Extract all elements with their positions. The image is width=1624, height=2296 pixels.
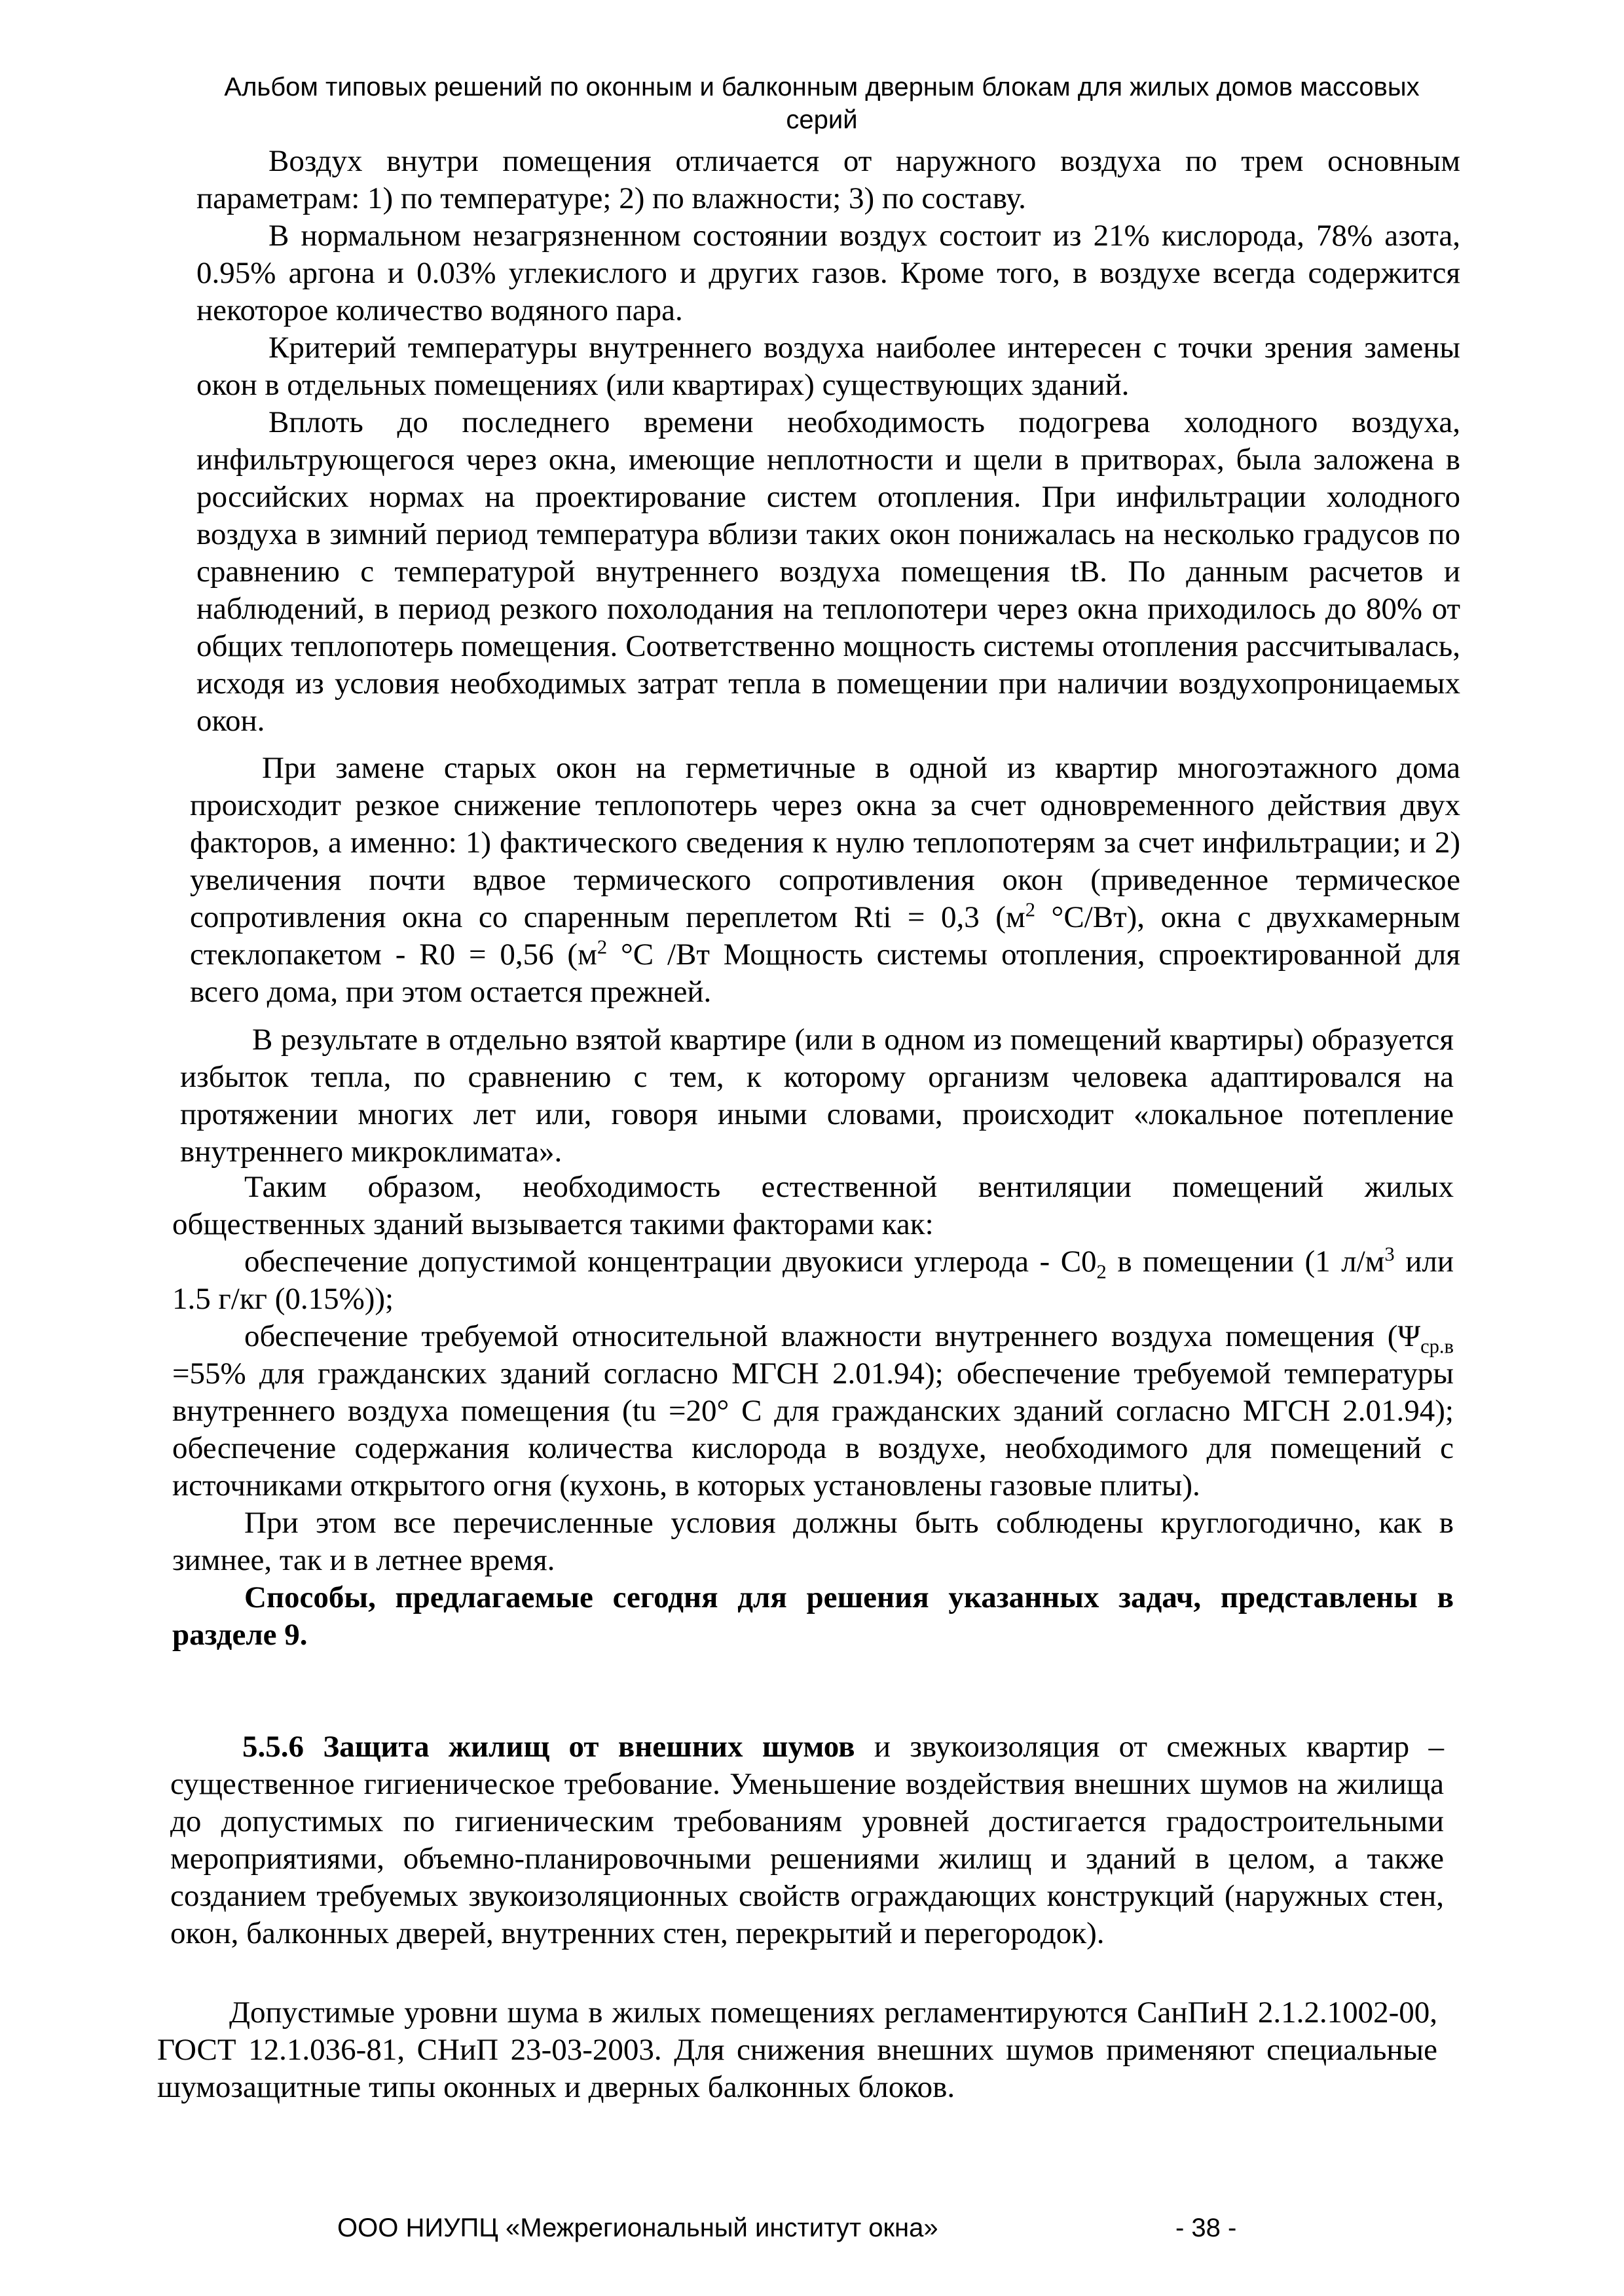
paragraph-air-composition: В нормальном незагрязненном состоянии воздух состоит из 21% кислорода, 78% азота, 0.95% аргона и 0.03% углекислого и других газов. Кроме того, в воздухе всегда содержится некоторое количество водяного пара. [196,219,1460,327]
text-block-window-replacement [190,750,1460,1011]
superscript-m3: 3 [1384,1243,1395,1266]
paragraph-humidity-part2: =55% для гражданских зданий согласно МГСН 2.01.94); обеспечение требуемой температуры внутреннего воздуха помещения (tu =20° С для гражданских зданий согласно МГСН 2.01.94); обеспечение содержания количества кислорода в воздухе, необходимого для помещений с источниками открытого огня (кухонь, в которых установлены газовые плиты). [172,1357,1454,1503]
paragraph-temperature-criterion: Критерий температуры внутреннего воздуха наиболее интересен с точки зрения замены окон в отдельных помещениях (или квартирах) существующих зданий. [196,331,1460,402]
paragraph-window-replacement-part2: °С/Вт), окна с двухкамерным стеклопакетом - R0 = 0,56 (м [190,900,1460,972]
subscript-psi: ср.в [1420,1335,1454,1358]
paragraph-noise-levels: Допустимые уровни шума в жилых помещениях регламентируются СанПиН 2.1.2.1002-00, ГОСТ 12.1.036-81, СНиП 23-03-2003. Для снижения внешних шумов применяют специальные шумозащитные типы оконных и дверных балконных блоков. [157,1995,1437,2104]
paragraph-noise-protection [170,1728,1444,1952]
paragraph-noise-rest: и звукоизоляция от смежных квартир – существенное гигиеническое требование. Уменьшение воздействия внешних шумов на жилища до допустимых по гигиеническим требованиям уровней достигается градостроительными мероприятиями, объемно-планировочными решениями жилищ и зданий в целом, а также созданием требуемых звукоизоляционных свойств ограждающих конструкций (наружных стен, окон, балконных дверей, внутренних стен, перекрытий и перегородок). [170,1730,1445,1950]
footer-page-number: - 38 - [1175,2214,1237,2242]
paragraph-co2-part3: или 1.5 г/кг (0.15%)); [172,1245,1454,1316]
paragraph-co2-part2: в помещении (1 л/м [1106,1245,1385,1279]
paragraph-air-parameters: Воздух внутри помещения отличается от наружного воздуха по трем основным параметрам: 1) по температуре; 2) по влажности; 3) по составу. [196,144,1460,215]
text-block-air [196,143,1460,740]
paragraph-humidity-temperature [172,1318,1454,1504]
header-title-line1: Альбом типовых решений по оконным и балконным дверным блокам для жилых домов массовых [224,73,1420,101]
paragraph-co2-part1: обеспечение допустимой концентрации двуокиси углерода - С0 [244,1245,1097,1279]
paragraph-window-replacement [190,750,1460,1011]
header-title-line2: серий [786,105,858,134]
section-heading-noise: 5.5.6 Защита жилищ от внешних шумов [242,1730,855,1764]
superscript-m2-first: 2 [1025,898,1035,921]
text-block-excess-heat [180,1021,1454,1171]
text-block-noise-levels [157,1994,1437,2106]
subscript-co2: 2 [1096,1260,1107,1283]
text-block-ventilation [172,1169,1454,1654]
paragraph-humidity-part1: обеспечение требуемой относительной влажности внутреннего воздуха помещения (Ψ [244,1319,1421,1353]
paragraph-infiltration: Вплоть до последнего времени необходимость подогрева холодного воздуха, инфильтрующегося через окна, имеющие неплотности и щели в притворах, была заложена в российских нормах на проектирование систем отопления. При инфильтрации холодного воздуха в зимний период температура вблизи таких окон понижалась на несколько градусов по сравнению с температурой внутреннего воздуха помещения tB. По данным расчетов и наблюдений, в период резкого похолодания на теплопотери через окна приходилось до 80% от общих теплопотерь помещения. Соответственно мощность системы отопления рассчитывалась, исходя из условия необходимых затрат тепла в помещении при наличии воздухопроницаемых окон. [196,405,1460,738]
paragraph-year-round: При этом все перечисленные условия должны быть соблюдены круглогодично, как в зимнее, так и в летнее время. [172,1506,1454,1577]
paragraph-window-replacement-part1: При замене старых окон на герметичные в одной из квартир многоэтажного дома происходит резкое снижение теплопотерь через окна за счет одновременного действия двух факторов, а именно: 1) фактического сведения к нулю теплопотерям за счет инфильтрации; и 2) увеличения почти вдвое термического сопротивления окон (приведенное термическое сопротивления окна со спаренным переплетом Rti = 0,3 (м [190,751,1460,934]
text-block-noise-protection [170,1728,1444,1952]
paragraph-window-replacement-part3: °С /Вт Мощность системы отопления, спроектированной для всего дома, при этом остается прежней. [190,938,1460,1009]
superscript-m2-second: 2 [597,936,608,958]
paragraph-co2-concentration [172,1243,1454,1318]
paragraph-section9-reference: Способы, предлагаемые сегодня для решения указанных задач, представлены в разделе 9. [172,1580,1454,1652]
footer-organization: ООО НИУПЦ «Межрегиональный институт окна» [337,2214,938,2242]
document-header [177,71,1467,136]
paragraph-ventilation-factors: Таким образом, необходимость естественной вентиляции помещений жилых общественных зданий вызывается такими факторами как: [172,1170,1454,1241]
paragraph-excess-heat: В результате в отдельно взятой квартире (или в одном из помещений квартиры) образуется избыток тепла, по сравнению с тем, к которому организм человека адаптировался на протяжении многих лет или, говоря иными словами, происходит «локальное потепление внутреннего микроклимата». [180,1023,1454,1169]
